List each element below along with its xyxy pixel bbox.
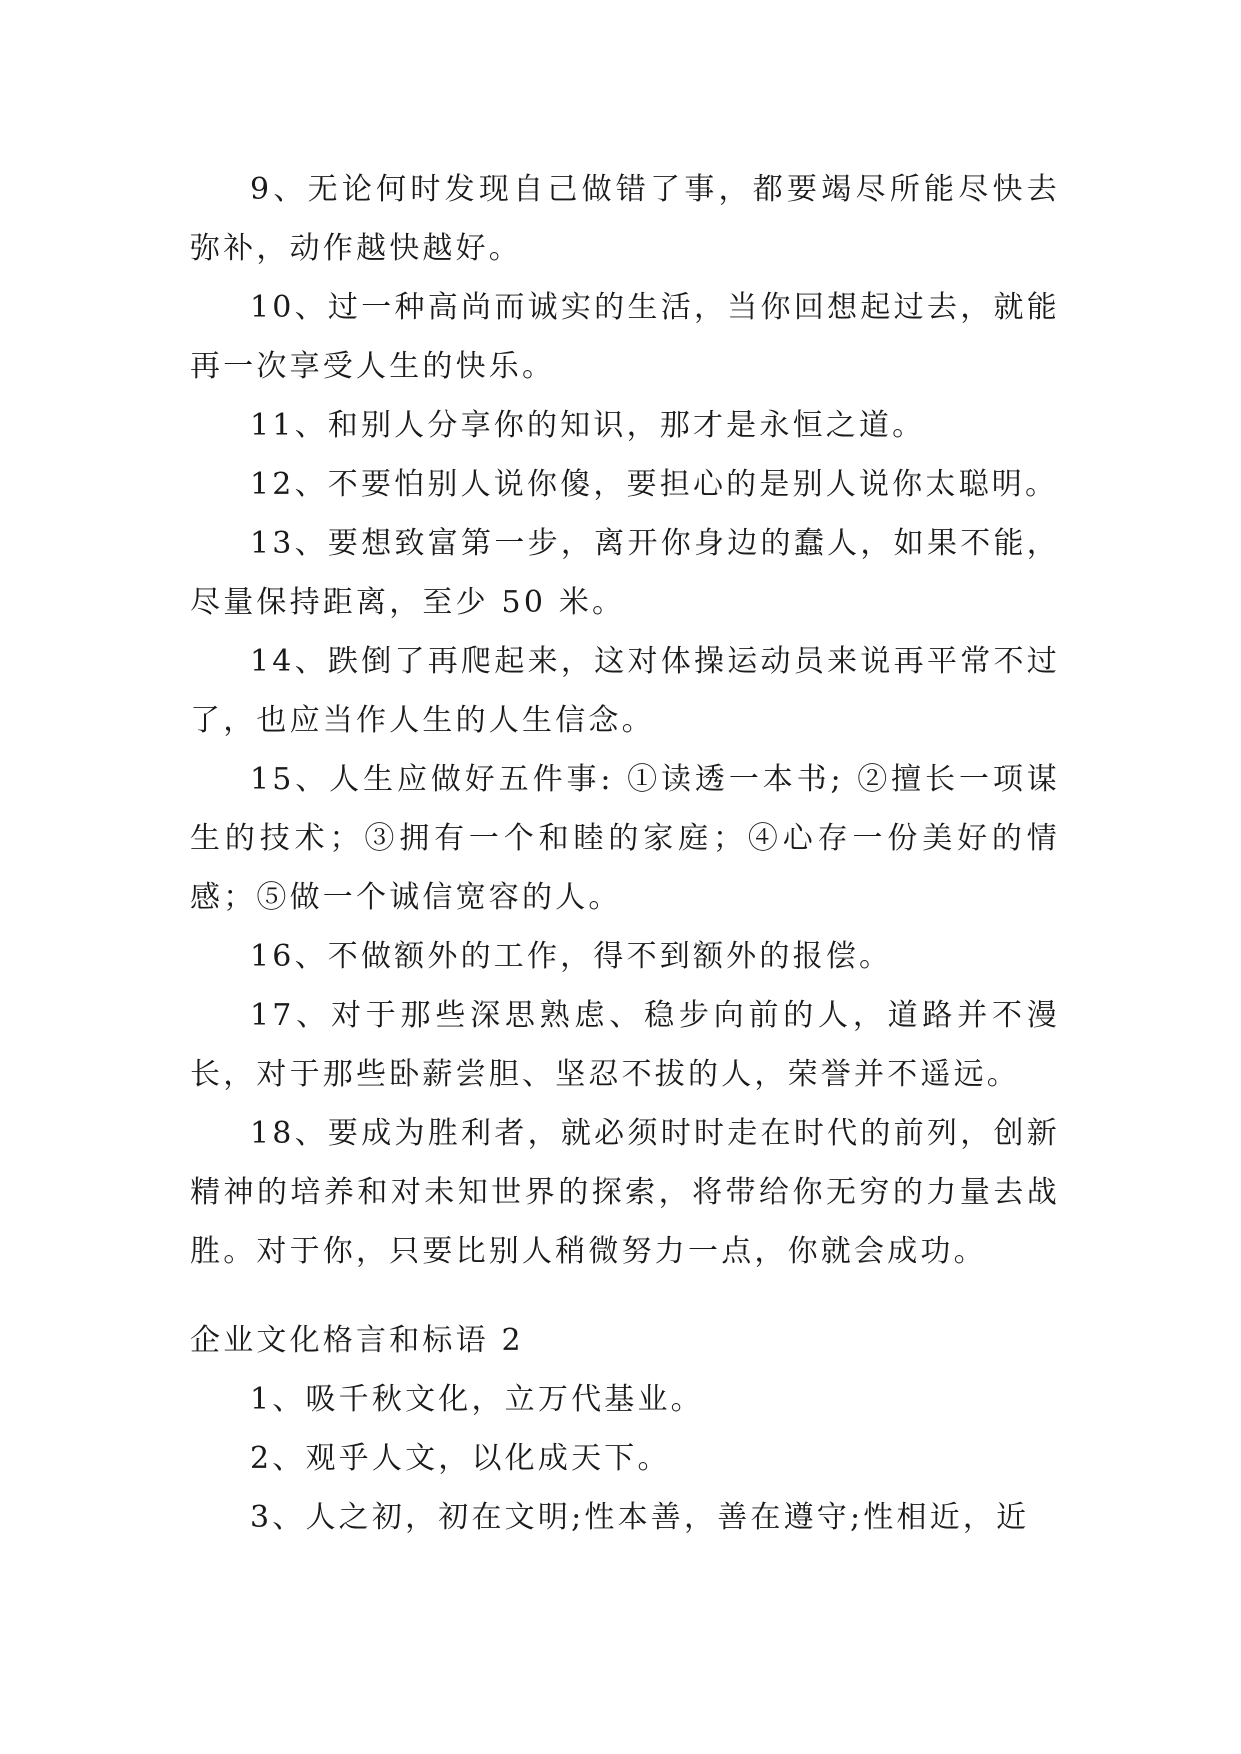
paragraph-item-14: 14、跌倒了再爬起来，这对体操运动员来说再平常不过了，也应当作人生的人生信念。 (190, 644, 1060, 738)
paragraph-item-16: 16、不做额外的工作，得不到额外的报偿。 (250, 939, 893, 974)
section-spacer (190, 1281, 1060, 1311)
paragraph-item-18: 18、要成为胜利者，就必须时时走在时代的前列，创新精神的培养和对未知世界的探索，将带给你无穷的力量去战胜。对于你，只要比别人稍微努力一点，你就会成功。 (190, 1116, 1060, 1269)
paragraph-item-17: 17、对于那些深思熟虑、稳步向前的人，道路并不漫长，对于那些卧薪尝胆、坚忍不拔的人，荣誉并不遥远。 (190, 998, 1060, 1092)
paragraph-item-11: 11、和别人分享你的知识，那才是永恒之道。 (250, 408, 926, 443)
paragraph-item-10: 10、过一种高尚而诚实的生活，当你回想起过去，就能再一次享受人生的快乐。 (190, 290, 1060, 384)
paragraph-item-3: 3、人之初，初在文明;性本善，善在遵守;性相近，近 (250, 1500, 1030, 1535)
paragraph-item-2: 2、观乎人文，以化成天下。 (250, 1441, 671, 1476)
paragraph-item-15: 15、人生应做好五件事: ①读透一本书; ②擅长一项谋生的技术；③拥有一个和睦的家庭；④心存一份美好的情感；⑤做一个诚信宽容的人。 (190, 762, 1060, 915)
document-body (190, 160, 1060, 1547)
paragraph-item-13: 13、要想致富第一步，离开你身边的蠢人，如果不能，尽量保持距离，至少 50 米。 (190, 526, 1060, 620)
section-heading: 企业文化格言和标语 2 (190, 1323, 524, 1358)
paragraph-item-12: 12、不要怕别人说你傻，要担心的是别人说你太聪明。 (250, 467, 1059, 502)
paragraph-item-1: 1、吸千秋文化，立万代基业。 (250, 1382, 704, 1417)
paragraph-item-9: 9、无论何时发现自己做错了事，都要竭尽所能尽快去弥补，动作越快越好。 (190, 172, 1060, 266)
